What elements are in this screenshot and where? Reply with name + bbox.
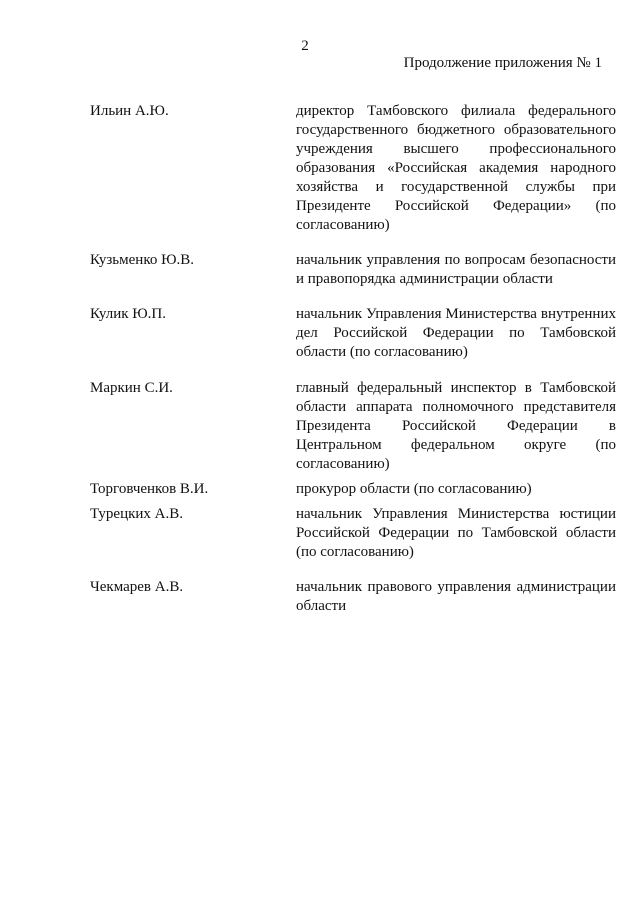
member-row — [90, 480, 616, 499]
member-role: начальник Управления Министерства внутренних дел Российской Федерации по Тамбовской области (по согласованию) — [296, 306, 616, 360]
member-row — [90, 305, 616, 362]
member-name: Маркин С.И. — [90, 380, 173, 396]
appendix-continuation-label: Продолжение приложения № 1 — [403, 55, 602, 71]
member-row — [90, 578, 616, 616]
member-role: директор Тамбовского филиала федерального государственного бюджетного образовательного учреждения высшего профессионального образования «Российская академия народного хозяйства и государственной службы при Президенте Российской Федерации» (по согласованию) — [296, 103, 616, 233]
member-name: Кулик Ю.П. — [90, 306, 167, 322]
page-number: 2 — [301, 38, 309, 54]
member-row — [90, 379, 616, 474]
member-role: начальник Управления Министерства юстиции Российской Федерации по Тамбовской области (по согласованию) — [296, 506, 616, 560]
member-name: Ильин А.Ю. — [90, 103, 169, 119]
member-name: Торговченков В.И. — [90, 481, 209, 497]
member-row — [90, 102, 616, 235]
member-name: Кузьменко Ю.В. — [90, 252, 195, 268]
member-name: Турецких А.В. — [90, 506, 184, 522]
member-list — [90, 102, 616, 616]
member-role: начальник управления по вопросам безопасности и правопорядка администрации области — [296, 252, 616, 287]
member-role: прокурор области (по согласованию) — [296, 481, 532, 497]
member-row — [90, 505, 616, 562]
member-role: главный федеральный инспектор в Тамбовской области аппарата полномочного представителя Президента Российской Федерации в Центральном федеральном округе (по согласованию) — [296, 380, 616, 472]
member-name: Чекмарев А.В. — [90, 579, 184, 595]
member-role: начальник правового управления администрации области — [296, 579, 616, 614]
member-row — [90, 251, 616, 289]
